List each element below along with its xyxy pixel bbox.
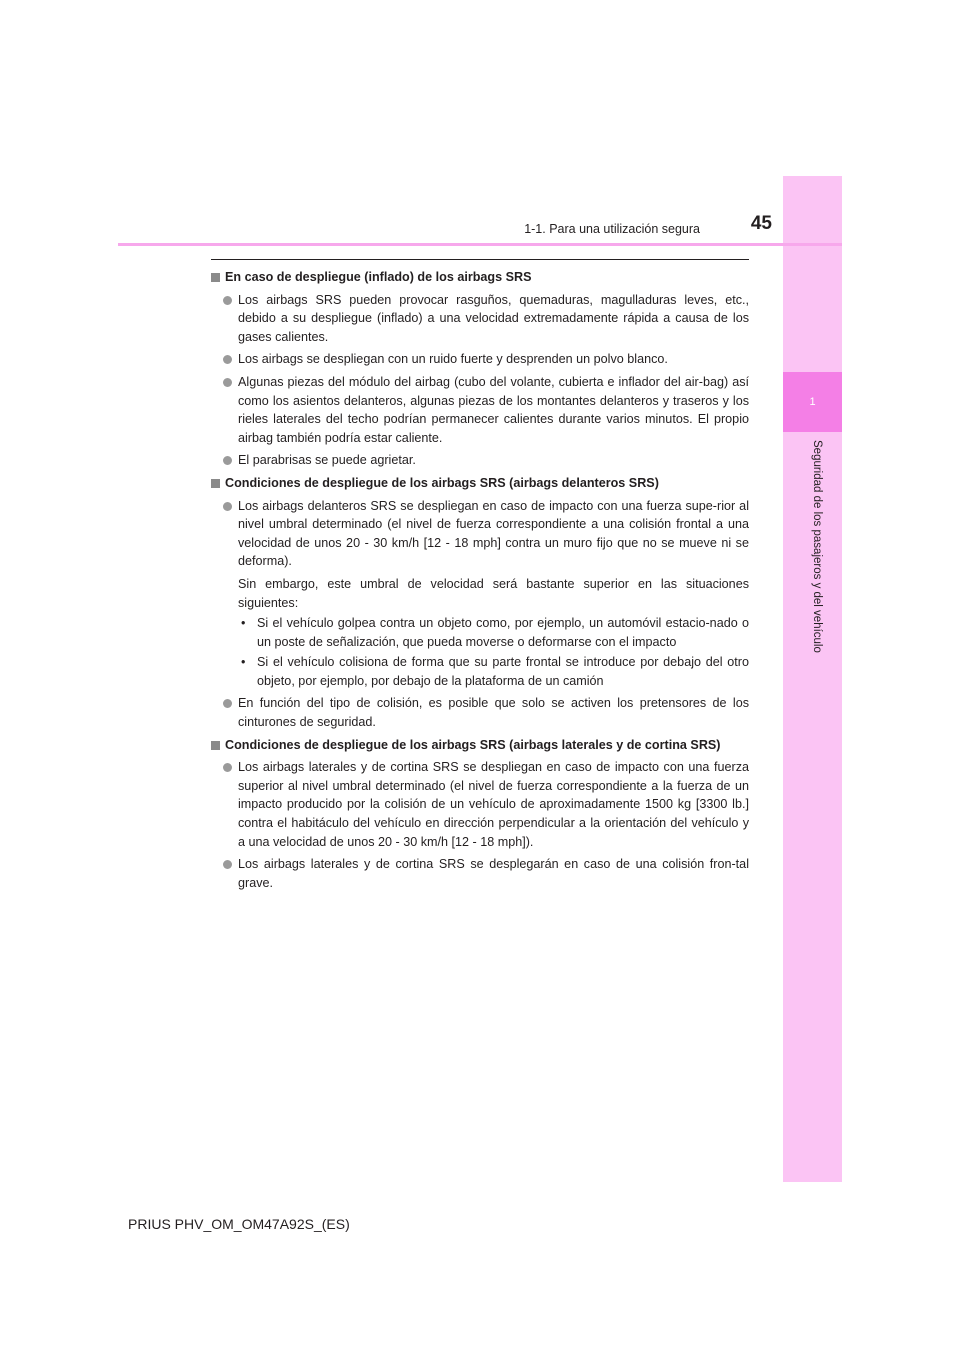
circle-bullet-icon [223, 502, 232, 511]
bullet-item [211, 350, 749, 369]
square-bullet-icon [211, 273, 220, 282]
section-heading [211, 474, 749, 493]
square-bullet-icon [211, 479, 220, 488]
heading-text: Condiciones de despliegue de los airbags SRS (airbags laterales y de cortina SRS) [225, 737, 721, 752]
circle-bullet-icon [223, 456, 232, 465]
bullet-text: Los airbags se despliegan con un ruido fuerte y desprenden un polvo blanco. [238, 352, 668, 367]
header-rule [118, 243, 842, 246]
heading-text: En caso de despliegue (inflado) de los airbags SRS [225, 270, 532, 284]
sub-item [211, 614, 749, 651]
heading-text: Condiciones de despliegue de los airbags SRS (airbags delanteros SRS) [225, 475, 659, 490]
circle-bullet-icon [223, 296, 232, 305]
document-code: PRIUS PHV_OM_OM47A92S_(ES) [128, 1216, 350, 1232]
page-content [211, 264, 749, 892]
bullet-text: El parabrisas se puede agrietar. [238, 453, 416, 468]
sub-item [211, 653, 749, 690]
bullet-item [211, 497, 749, 571]
circle-bullet-icon [223, 699, 232, 708]
sub-item-text: Si el vehículo golpea contra un objeto como, por ejemplo, un automóvil estacio-nado o un poste de señalización, que pueda moverse o deformarse con el impacto [257, 616, 749, 649]
bullet-item [211, 758, 749, 851]
sub-bullet-marker: • [241, 616, 246, 631]
section-heading [211, 268, 749, 287]
section-title: 1-1. Para una utilización segura [524, 222, 700, 236]
bullet-item [211, 291, 749, 347]
page-number: 45 [750, 213, 772, 234]
bullet-text: Los airbags delanteros SRS se despliegan en caso de impacto con una fuerza supe-rior al nivel umbral determinado (el nivel de fuerza correspondiente a una colisión frontal a una velocidad de unos 20 - 30 km/h [12 - 18 mph] contra un muro fijo que no se mueve ni se deforma). [238, 498, 749, 569]
section-heading [211, 736, 749, 755]
bullet-text: En función del tipo de colisión, es posible que solo se activen los pretensores de los cinturones de seguridad. [238, 696, 749, 730]
content-rule [211, 259, 749, 260]
bullet-text: Los airbags laterales y de cortina SRS se desplegarán en caso de una colisión fron-tal grave. [238, 857, 749, 890]
circle-bullet-icon [223, 860, 232, 869]
bullet-item [211, 373, 749, 447]
square-bullet-icon [211, 741, 220, 750]
sub-bullet-marker: • [241, 655, 246, 670]
bullet-text: Los airbags laterales y de cortina SRS se despliegan en caso de impacto con una fuerza superior al nivel umbral determinado (el nivel de fuerza correspondiente a la fuerza de un impacto producido por la colisión de un vehículo de aproximadamente 1500 kg [3300 lb.] contra el habitáculo del vehículo en dirección perpendicular a la orientación del vehículo y a una velocidad de unos 20 - 30 km/h [12 - 18 mph]). [238, 760, 749, 849]
bullet-item [211, 855, 749, 892]
chapter-number: 1 [783, 372, 842, 432]
circle-bullet-icon [223, 378, 232, 387]
bullet-item [211, 451, 749, 470]
paragraph: Sin embargo, este umbral de velocidad será bastante superior en las situaciones siguientes: [238, 576, 749, 610]
bullet-text: Los airbags SRS pueden provocar rasguños, quemaduras, magulladuras leves, etc., debido a su despliegue (inflado) a una velocidad extremadamente rápida a causa de los gases calientes. [238, 292, 749, 344]
circle-bullet-icon [223, 763, 232, 772]
sub-item-text: Si el vehículo colisiona de forma que su parte frontal se introduce por debajo del otro objeto, por ejemplo, por debajo de la plataforma de un camión [257, 655, 749, 688]
circle-bullet-icon [223, 355, 232, 364]
bullet-item [211, 694, 749, 731]
bullet-text: Algunas piezas del módulo del airbag (cubo del volante, cubierta e inflador del air-bag) así como los asientos delanteros, algunas piezas de los montantes delanteros y traseros y los rieles laterales del techo podrían permanecer calientes durante varios minutos. El propio airbag también podría estar caliente. [238, 374, 749, 445]
chapter-label: Seguridad de los pasajeros y del vehículo [811, 440, 823, 653]
